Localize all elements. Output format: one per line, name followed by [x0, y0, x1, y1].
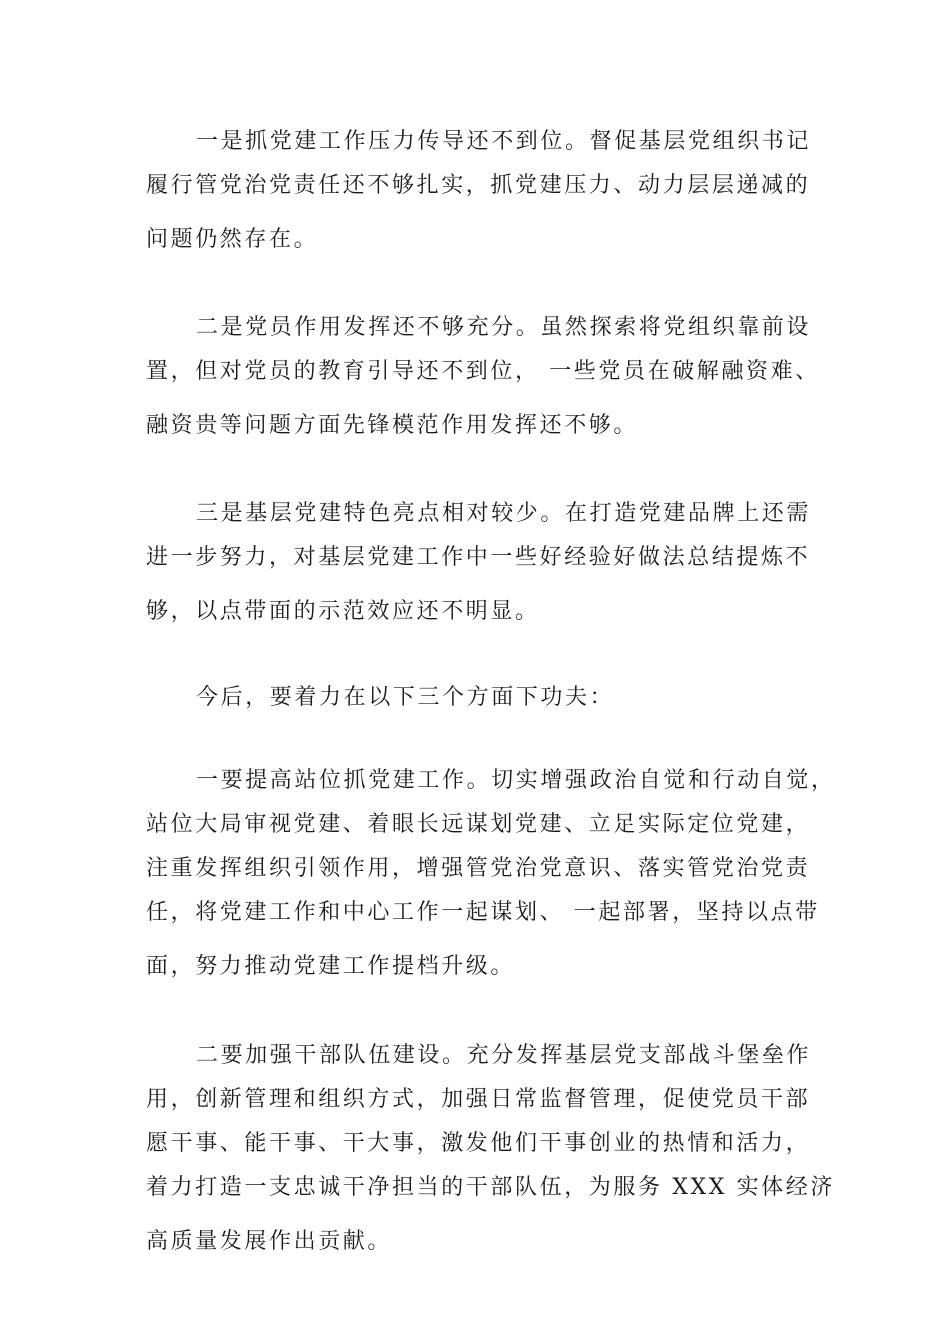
paragraph-line: 高质量发展作出贡献。 [146, 1229, 393, 1254]
paragraph-line: 愿干事、能干事、干大事，激发他们干事创业的热情和活力， [146, 1131, 811, 1156]
paragraph-line: 二要加强干部队伍建设。充分发挥基层党支部战斗堡垒作 [196, 1043, 812, 1068]
paragraph-line: 进一步努力，对基层党建工作中一些好经验好做法总结提炼不 [146, 545, 811, 570]
paragraph-line: 一是抓党建工作压力传导还不到位。督促基层党组织书记 [196, 129, 812, 154]
paragraph-line: 问题仍然存在。 [146, 227, 319, 252]
paragraph-line: 注重发挥组织引领作用，增强管党治党意识、落实管党治党责 [146, 856, 811, 881]
paragraph-line: 一要提高站位抓党建工作。切实增强政治自觉和行动自觉， [196, 768, 836, 793]
paragraph-line: 三是基层党建特色亮点相对较少。在打造党建品牌上还需 [196, 501, 812, 526]
paragraph-line: 站位大局审视党建、着眼长远谋划党建、立足实际定位党建， [146, 812, 811, 837]
paragraph-line: 融资贵等问题方面先锋模范作用发挥还不够。 [146, 413, 639, 438]
paragraph-line: 今后，要着力在以下三个方面下功夫： [196, 685, 615, 710]
paragraph-line: 履行管党治党责任还不够扎实，抓党建压力、动力层层递减的 [146, 173, 811, 198]
paragraph-line: 面，努力推动党建工作提档升级。 [146, 954, 516, 979]
paragraph-line: 置，但对党员的教育引导还不到位， 一些党员在破解融资难、 [146, 359, 820, 384]
paragraph-line: 二是党员作用发挥还不够充分。虽然探索将党组织靠前设 [196, 315, 812, 340]
paragraph-line: 任，将党建工作和中心工作一起谋划、 一起部署，坚持以点带 [146, 900, 820, 925]
paragraph-line: 着力打造一支忠诚干净担当的干部队伍，为服务 XXX 实体经济 [146, 1175, 835, 1200]
paragraph-line: 用，创新管理和组织方式，加强日常监督管理，促使党员干部 [146, 1087, 811, 1112]
paragraph-line: 够，以点带面的示范效应还不明显。 [146, 599, 540, 624]
